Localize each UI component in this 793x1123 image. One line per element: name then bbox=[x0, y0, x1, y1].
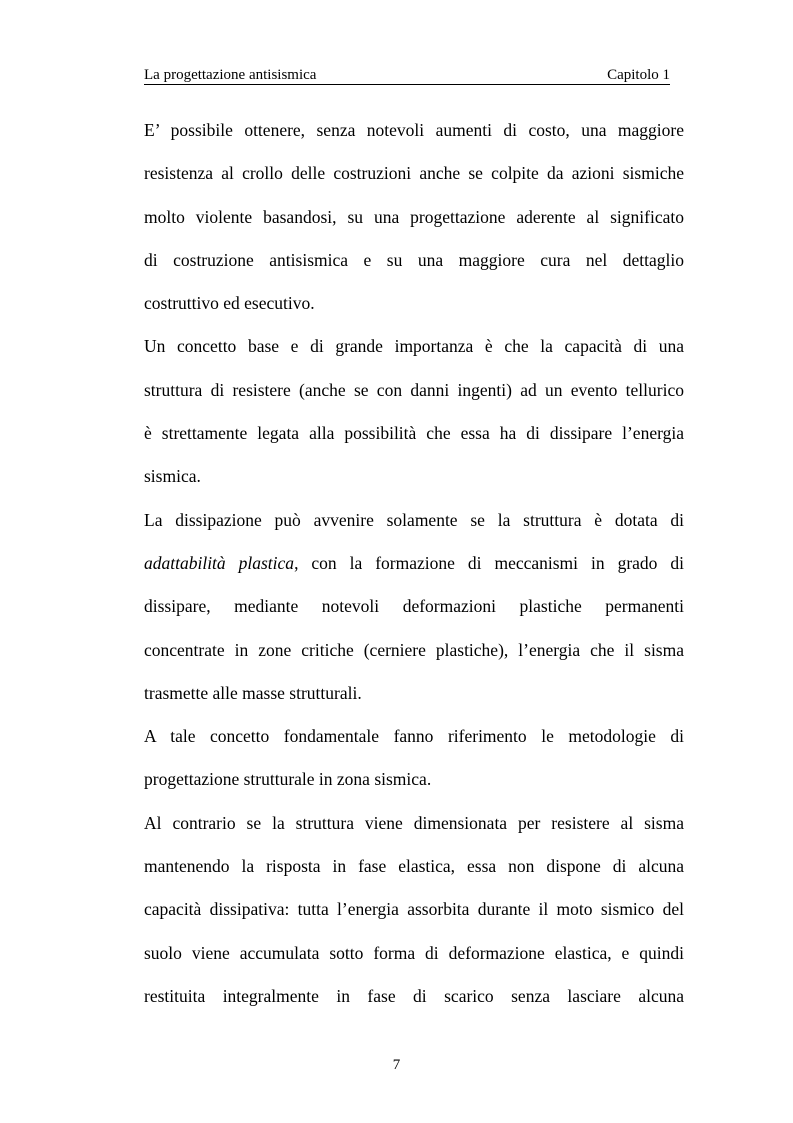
text-line: A tale concetto fondamentale fanno riferimento le metodologie di bbox=[144, 726, 684, 747]
text-line-rest: con la formazione di meccanismi in grado di bbox=[311, 552, 685, 573]
text-line: struttura di resistere (anche se con danni ingenti) ad un evento tellurico bbox=[144, 379, 684, 400]
text-line: mantenendo la risposta in fase elastica, essa non dispone di alcuna bbox=[144, 856, 684, 877]
text-line: dissipare, mediante notevoli deformazioni plastiche permanenti bbox=[144, 596, 684, 617]
text-line: costruttivo ed esecutivo. bbox=[144, 293, 315, 314]
running-header bbox=[144, 66, 670, 85]
text-line: La dissipazione può avvenire solamente se la struttura è dotata di bbox=[144, 509, 684, 530]
text-line: progettazione strutturale in zona sismica. bbox=[144, 769, 432, 790]
body-text bbox=[144, 109, 684, 1018]
text-line: è strettamente legata alla possibilità che essa ha di dissipare l’energia bbox=[144, 423, 684, 444]
text-line: resistenza al crollo delle costruzioni anche se colpite da azioni sismiche bbox=[144, 163, 684, 184]
emphasized-term: adattabilità plastica bbox=[144, 552, 295, 573]
text-line: capacità dissipativa: tutta l’energia assorbita durante il moto sismico del bbox=[144, 899, 684, 920]
text-line: suolo viene accumulata sotto forma di deformazione elastica, e quindi bbox=[144, 942, 684, 963]
text-line: E’ possibile ottenere, senza notevoli aumenti di costo, una maggiore bbox=[144, 120, 684, 140]
text-line: restituita integralmente in fase di scarico senza lasciare alcuna bbox=[144, 985, 684, 1006]
header-chapter-title: La progettazione antisismica bbox=[144, 67, 317, 83]
text-line-with-emphasis bbox=[144, 542, 684, 585]
text-line: Un concetto base e di grande importanza è che la capacità di una bbox=[144, 336, 684, 357]
text-line: sismica. bbox=[144, 466, 201, 487]
text-line: molto violente basandosi, su una progettazione aderente al significato bbox=[144, 206, 684, 227]
text-line: di costruzione antisismica e su una maggiore cura nel dettaglio bbox=[144, 249, 684, 270]
emphasis-punctuation: , bbox=[294, 552, 299, 573]
header-chapter-number: Capitolo 1 bbox=[607, 67, 670, 83]
page-number: 7 bbox=[392, 1057, 401, 1073]
text-line: trasmette alle masse strutturali. bbox=[144, 682, 362, 703]
text-line: Al contrario se la struttura viene dimensionata per resistere al sisma bbox=[144, 812, 684, 833]
text-line: concentrate in zone critiche (cerniere plastiche), l’energia che il sisma bbox=[144, 639, 684, 660]
